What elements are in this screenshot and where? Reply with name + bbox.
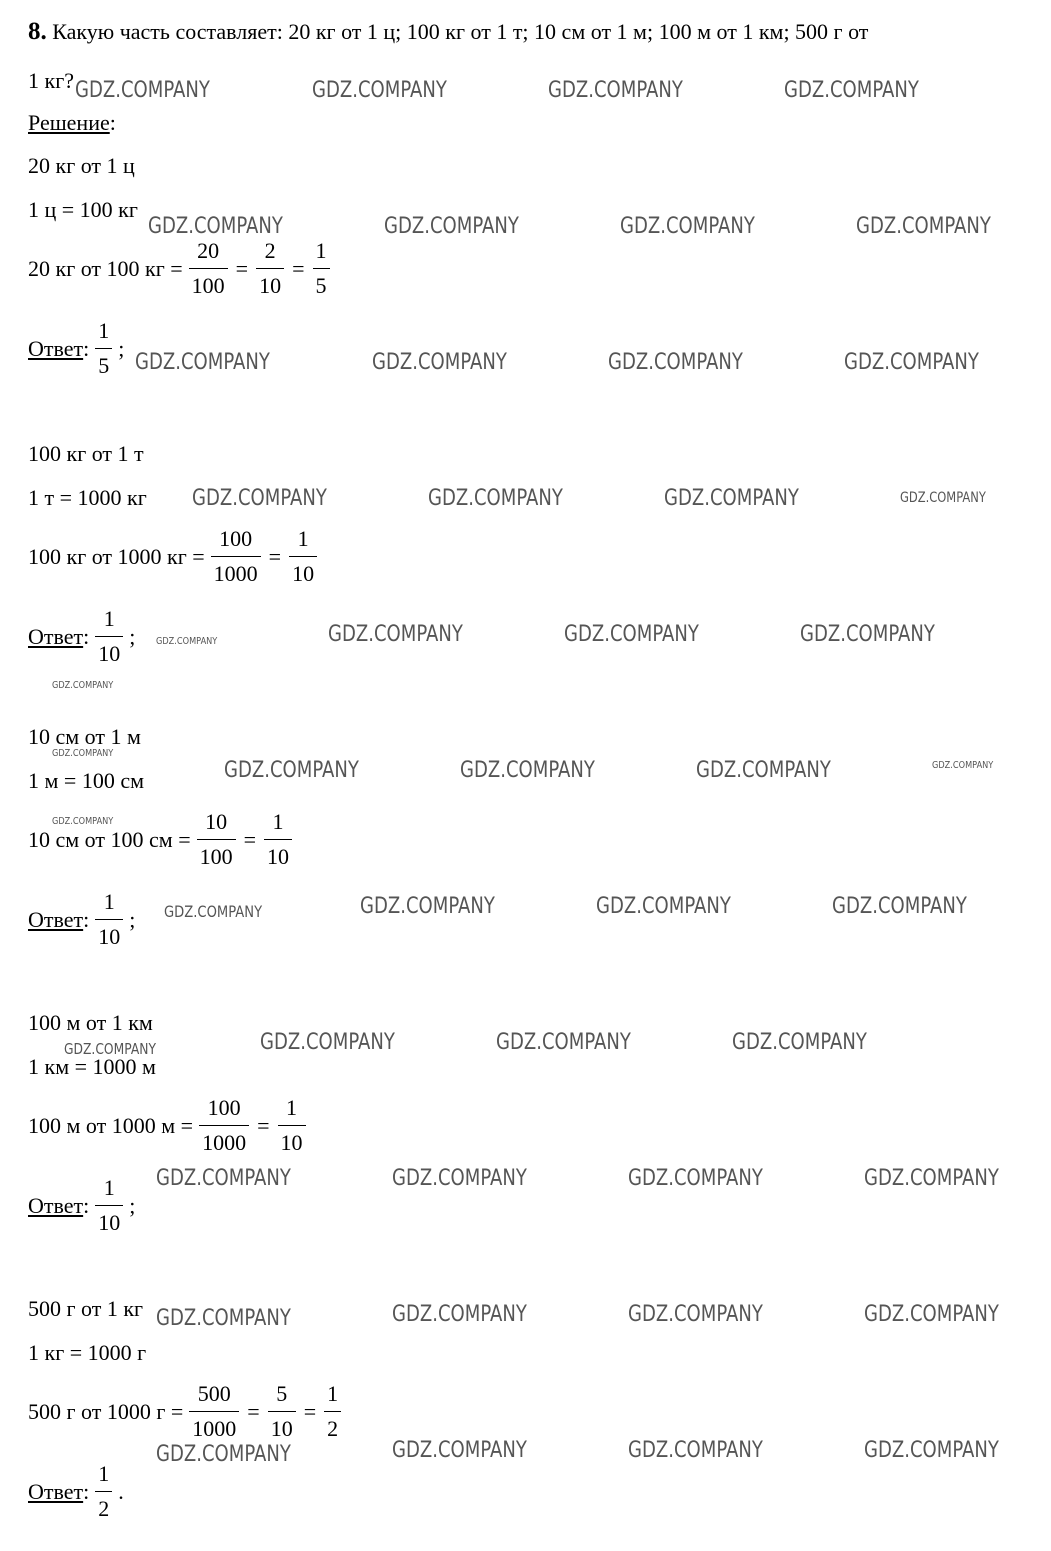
watermark: GDZ.COMPANY bbox=[164, 902, 263, 921]
numerator: 100 bbox=[219, 526, 253, 551]
watermark: GDZ.COMPANY bbox=[800, 622, 935, 647]
block-1-answer bbox=[28, 320, 124, 377]
numerator: 1 bbox=[98, 1461, 110, 1486]
watermark: GDZ.COMPANY bbox=[52, 816, 114, 827]
numerator: 500 bbox=[197, 1381, 231, 1406]
block-4-equation bbox=[28, 1097, 312, 1154]
watermark: GDZ.COMPANY bbox=[832, 894, 967, 919]
watermark: GDZ.COMPANY bbox=[856, 214, 991, 239]
answer-end: ; bbox=[118, 335, 125, 361]
watermark: GDZ.COMPANY bbox=[664, 486, 799, 511]
solution-label: Решение bbox=[28, 110, 110, 135]
block-4-conversion: 1 км = 1000 м bbox=[28, 1054, 156, 1079]
watermark: GDZ.COMPANY bbox=[864, 1302, 999, 1327]
block-5-answer bbox=[28, 1463, 124, 1520]
watermark: GDZ.COMPANY bbox=[360, 894, 495, 919]
watermark: GDZ.COMPANY bbox=[148, 214, 283, 239]
watermark: GDZ.COMPANY bbox=[328, 622, 463, 647]
fraction bbox=[313, 240, 330, 297]
answer-end: ; bbox=[129, 623, 136, 649]
watermark: GDZ.COMPANY bbox=[732, 1030, 867, 1055]
answer-fraction bbox=[95, 1177, 123, 1234]
fraction bbox=[189, 240, 228, 297]
watermark: GDZ.COMPANY bbox=[608, 350, 743, 375]
question-text-1: Какую часть составляет: 20 кг от 1 ц; 100 кг от 1 т; 10 см от 1 м; 100 м от 1 км; 500 г от bbox=[52, 19, 869, 44]
equals-sign: = bbox=[257, 1112, 270, 1138]
block-2-equation bbox=[28, 528, 323, 585]
watermark: GDZ.COMPANY bbox=[932, 760, 994, 771]
task-question bbox=[28, 18, 868, 46]
solution-heading bbox=[28, 110, 116, 136]
block-5-equation bbox=[28, 1383, 347, 1440]
watermark: GDZ.COMPANY bbox=[496, 1030, 631, 1055]
denominator: 1000 bbox=[211, 556, 261, 585]
watermark: GDZ.COMPANY bbox=[900, 490, 986, 506]
watermark: GDZ.COMPANY bbox=[156, 1442, 291, 1467]
watermark: GDZ.COMPANY bbox=[384, 214, 519, 239]
denominator: 2 bbox=[324, 1411, 341, 1440]
block-1-equation bbox=[28, 240, 336, 297]
block-3-title: 10 см от 1 м bbox=[28, 724, 141, 749]
answer-end: ; bbox=[129, 906, 136, 932]
equals-sign: = bbox=[243, 826, 257, 852]
answer-label: Ответ bbox=[28, 1478, 84, 1504]
numerator: 1 bbox=[286, 1095, 297, 1120]
watermark: GDZ.COMPANY bbox=[596, 894, 731, 919]
numerator: 2 bbox=[264, 238, 276, 263]
equals-sign: = bbox=[292, 255, 305, 281]
numerator: 10 bbox=[205, 809, 228, 834]
answer-label: Ответ bbox=[28, 335, 84, 361]
watermark: GDZ.COMPANY bbox=[392, 1166, 527, 1191]
watermark: GDZ.COMPANY bbox=[428, 486, 563, 511]
block-1-conversion: 1 ц = 100 кг bbox=[28, 197, 138, 222]
watermark: GDZ.COMPANY bbox=[224, 758, 359, 783]
block-3-answer bbox=[28, 891, 135, 948]
numerator: 1 bbox=[103, 1175, 115, 1200]
block-4-answer bbox=[28, 1177, 135, 1234]
answer-label: Ответ bbox=[28, 623, 84, 649]
equals-sign: = bbox=[303, 1398, 317, 1424]
eq-prefix: 10 см от 100 см = bbox=[28, 826, 191, 852]
fraction bbox=[197, 811, 236, 868]
answer-end: . bbox=[118, 1478, 124, 1504]
answer-end: ; bbox=[129, 1192, 136, 1218]
numerator: 1 bbox=[297, 526, 309, 551]
colon: : bbox=[83, 1478, 90, 1504]
fraction bbox=[211, 528, 261, 585]
numerator: 1 bbox=[98, 318, 110, 343]
watermark: GDZ.COMPANY bbox=[372, 350, 507, 375]
denominator: 1000 bbox=[199, 1125, 249, 1154]
watermark: GDZ.COMPANY bbox=[392, 1302, 527, 1327]
watermark: GDZ.COMPANY bbox=[564, 622, 699, 647]
numerator: 20 bbox=[197, 238, 220, 263]
watermark: GDZ.COMPANY bbox=[628, 1438, 763, 1463]
numerator: 1 bbox=[103, 889, 115, 914]
block-3-conversion: 1 м = 100 см bbox=[28, 768, 145, 793]
block-1-title: 20 кг от 1 ц bbox=[28, 153, 135, 178]
watermark: GDZ.COMPANY bbox=[864, 1438, 999, 1463]
fraction bbox=[256, 240, 284, 297]
answer-label: Ответ bbox=[28, 906, 84, 932]
answer-fraction bbox=[95, 320, 112, 377]
denominator: 10 bbox=[264, 839, 292, 868]
block-2-answer bbox=[28, 608, 135, 665]
equals-sign: = bbox=[268, 543, 282, 569]
watermark: GDZ.COMPANY bbox=[628, 1166, 763, 1191]
watermark: GDZ.COMPANY bbox=[156, 636, 218, 647]
block-5-conversion: 1 кг = 1000 г bbox=[28, 1340, 147, 1365]
watermark: GDZ.COMPANY bbox=[620, 214, 755, 239]
colon: : bbox=[83, 335, 90, 361]
watermark: GDZ.COMPANY bbox=[696, 758, 831, 783]
denominator: 10 bbox=[268, 1411, 296, 1440]
watermark: GDZ.COMPANY bbox=[392, 1438, 527, 1463]
numerator: 1 bbox=[315, 238, 327, 263]
eq-prefix: 100 м от 1000 м = bbox=[28, 1112, 194, 1138]
fraction bbox=[268, 1383, 296, 1440]
fraction bbox=[289, 528, 317, 585]
solution-colon: : bbox=[109, 110, 116, 135]
answer-fraction bbox=[95, 608, 123, 665]
numerator: 1 bbox=[272, 809, 284, 834]
denominator: 10 bbox=[95, 636, 123, 665]
equals-sign: = bbox=[247, 1398, 260, 1424]
fraction bbox=[264, 811, 292, 868]
watermark: GDZ.COMPANY bbox=[548, 78, 683, 103]
watermark: GDZ.COMPANY bbox=[52, 680, 114, 691]
block-4-title: 100 м от 1 км bbox=[28, 1010, 153, 1035]
colon: : bbox=[83, 906, 90, 932]
question-text-2: 1 кг? bbox=[28, 68, 74, 93]
eq-prefix: 20 кг от 100 кг = bbox=[28, 255, 183, 281]
answer-fraction bbox=[95, 891, 123, 948]
denominator: 10 bbox=[256, 268, 284, 297]
colon: : bbox=[83, 623, 90, 649]
numerator: 5 bbox=[276, 1381, 288, 1406]
task-number: 8. bbox=[28, 18, 47, 45]
block-5-title: 500 г от 1 кг bbox=[28, 1296, 144, 1321]
denominator: 10 bbox=[289, 556, 317, 585]
fraction bbox=[199, 1097, 249, 1154]
numerator: 1 bbox=[327, 1381, 339, 1406]
denominator: 100 bbox=[197, 839, 236, 868]
watermark: GDZ.COMPANY bbox=[192, 486, 327, 511]
watermark: GDZ.COMPANY bbox=[628, 1302, 763, 1327]
fraction bbox=[189, 1383, 239, 1440]
fraction bbox=[324, 1383, 341, 1440]
numerator: 100 bbox=[207, 1095, 241, 1120]
watermark: GDZ.COMPANY bbox=[844, 350, 979, 375]
block-2-title: 100 кг от 1 т bbox=[28, 441, 144, 466]
eq-prefix: 500 г от 1000 г = bbox=[28, 1398, 184, 1424]
watermark: GDZ.COMPANY bbox=[75, 78, 210, 103]
watermark: GDZ.COMPANY bbox=[64, 1040, 156, 1058]
denominator: 10 bbox=[278, 1125, 306, 1154]
denominator: 10 bbox=[95, 1205, 123, 1234]
watermark: GDZ.COMPANY bbox=[864, 1166, 999, 1191]
answer-label: Ответ bbox=[28, 1192, 84, 1218]
denominator: 2 bbox=[95, 1491, 112, 1520]
denominator: 1000 bbox=[189, 1411, 239, 1440]
equals-sign: = bbox=[235, 255, 249, 281]
watermark: GDZ.COMPANY bbox=[156, 1166, 291, 1191]
fraction bbox=[278, 1097, 306, 1154]
watermark: GDZ.COMPANY bbox=[312, 78, 447, 103]
denominator: 5 bbox=[95, 348, 112, 377]
block-2-conversion: 1 т = 1000 кг bbox=[28, 485, 147, 510]
colon: : bbox=[83, 1192, 90, 1218]
numerator: 1 bbox=[103, 606, 115, 631]
answer-fraction bbox=[95, 1463, 112, 1520]
watermark: GDZ.COMPANY bbox=[52, 748, 114, 759]
watermark: GDZ.COMPANY bbox=[156, 1306, 291, 1331]
denominator: 5 bbox=[313, 268, 330, 297]
watermark: GDZ.COMPANY bbox=[260, 1030, 395, 1055]
watermark: GDZ.COMPANY bbox=[135, 350, 270, 375]
denominator: 10 bbox=[95, 919, 123, 948]
eq-prefix: 100 кг от 1000 кг = bbox=[28, 543, 205, 569]
denominator: 100 bbox=[189, 268, 228, 297]
watermark: GDZ.COMPANY bbox=[460, 758, 595, 783]
watermark: GDZ.COMPANY bbox=[784, 78, 919, 103]
